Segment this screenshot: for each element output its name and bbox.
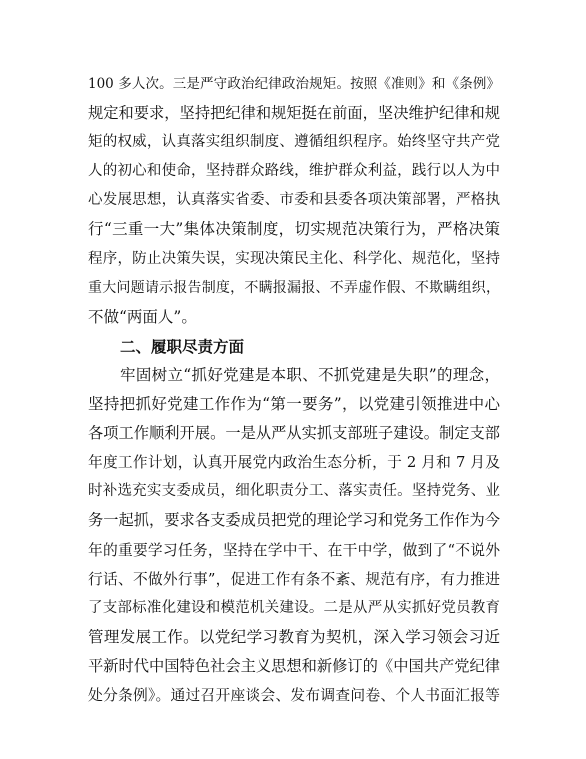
text-line: 年度工作计划，认真开展党内政治生态分析，于 2 月和 7 月及 xyxy=(88,454,500,472)
text-line: 时补选充实支委成员，细化职责分工、落实责任。坚持党务、业 xyxy=(88,483,500,500)
text-line: 坚持把抓好党建工作作为“第一要务”，以党建引领推进中心 xyxy=(88,395,500,414)
text-line: 管理发展工作。以党纪学习教育为契机，深入学习领会习近 xyxy=(88,627,500,646)
text-line: 100 多人次。三是严守政治纪律政治规矩。按照《准则》和《条例》 xyxy=(88,76,500,92)
text-line: 务一起抓，要求各支委成员把党的理论学习和党务工作作为今 xyxy=(88,511,500,530)
text-line: 处分条例》。通过召开座谈会、发布调查问卷、个人书面汇报等 xyxy=(88,686,500,704)
paragraph-first-line: 牢固树立“抓好党建是本职、不抓党建是失职”的理念， xyxy=(120,365,500,384)
text-line: 程序，防止决策失误，实现决策民主化、科学化、规范化，坚持 xyxy=(88,250,500,267)
text-line: 矩的权威，认真落实组织制度、遵循组织程序。始终坚守共产党 xyxy=(88,134,500,151)
text-line: 规定和要求，坚持把纪律和规矩挺在前面，坚决维护纪律和规 xyxy=(88,104,500,123)
text-line: 不做“两面人”。 xyxy=(88,307,197,326)
section-heading: 二、履职尽责方面 xyxy=(120,336,245,356)
text-line: 心发展思想，认真落实省委、市委和县委各项决策部署，严格执 xyxy=(88,192,500,209)
text-line: 各项工作顺利开展。一是从严从实抓支部班子建设。制定支部 xyxy=(88,424,500,443)
text-line: 人的初心和使命，坚持群众路线，维护群众利益，践行以人为中 xyxy=(88,163,500,180)
text-line: 了支部标准化建设和模范机关建设。二是从严从实抓好党员教育 xyxy=(88,599,500,616)
text-line: 行话、不做外行事”，促进工作有条不紊、规范有序，有力推进 xyxy=(88,570,500,588)
text-line: 行“三重一大”集体决策制度，切实规范决策行为，严格决策 xyxy=(88,220,500,239)
text-line: 平新时代中国特色社会主义思想和新修订的《中国共产党纪律 xyxy=(88,656,500,675)
text-line: 年的重要学习任务，坚持在学中干、在干中学，做到了“不说外 xyxy=(88,541,500,559)
document-body xyxy=(88,70,500,710)
text-line: 重大问题请示报告制度，不瞒报漏报、不弄虚作假、不欺瞒组织， xyxy=(88,279,500,296)
